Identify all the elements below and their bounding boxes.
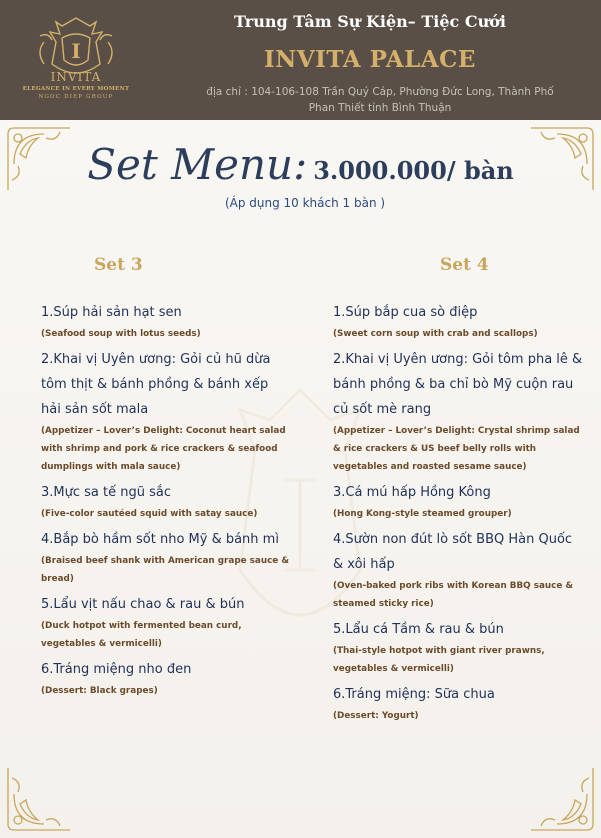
address-line-2: Phan Thiết tỉnh Bình Thuận (308, 102, 452, 114)
dish-translation: (Sweet corn soup with crab and scallops) (333, 329, 538, 339)
dish-translation: (Hong Kong-style steamed grouper) (333, 509, 512, 519)
dish-name: 6.Tráng miệng nho đen (41, 662, 192, 677)
address-line-1: địa chỉ : 104-106-108 Trần Quý Cáp, Phường Đức Long, Thành Phố (206, 86, 554, 98)
header-banner (0, 0, 601, 120)
dish-name: 2.Khai vị Uyên ương: Gỏi củ hũ dừa tôm thịt & bánh phồng & bánh xếp hải sản sốt mala (41, 352, 271, 417)
dish-translation: (Duck hotpot with fermented bean curd, vegetables & vermicelli) (41, 621, 242, 649)
set-menu-script: Set Menu: (87, 140, 308, 189)
header-subtitle: Trung Tâm Sự Kiện– Tiệc Cưới (234, 12, 506, 31)
dish-name: 2.Khai vị Uyên ương: Gỏi tôm pha lê & bánh phồng & ba chỉ bò Mỹ cuộn rau củ sốt mè rang (333, 352, 583, 417)
corner-ornament-bottom-right-icon (527, 764, 597, 834)
dish-name: 1.Súp bắp cua sò điệp (333, 305, 478, 320)
dish-translation: (Seafood soup with lotus seeds) (41, 329, 201, 339)
venue-title: INVITA PALACE (264, 46, 476, 73)
dish-translation: (Thai-style hotpot with giant river prawns, vegetables & vermicelli) (333, 646, 545, 674)
logo-group: NGOC DIEP GROUP (38, 94, 114, 100)
menu-price: 3.000.000/ bàn (313, 156, 514, 185)
dish-name: 3.Mực sa tế ngũ sắc (41, 485, 171, 500)
dish-translation: (Appetizer – Lover’s Delight: Crystal shrimp salad & rice crackers & US beef belly rolls with vegetables and roasted sesame sauce) (333, 426, 580, 472)
dish-name: 4.Bắp bò hầm sốt nho Mỹ & bánh mì (41, 532, 279, 547)
logo-tagline: ELEGANCE IN EVERY MOMENT (22, 86, 130, 92)
venue-address (180, 84, 580, 116)
svg-text:I: I (71, 39, 81, 63)
dish-translation: (Dessert: Black grapes) (41, 686, 158, 696)
set-4-column (333, 300, 583, 729)
set-3-column (41, 300, 291, 704)
set-heading-right: Set 4 (440, 255, 489, 275)
dish-translation: (Appetizer – Lover’s Delight: Coconut heart salad with shrimp and pork & rice crackers & seafood dumplings with mala sauce) (41, 426, 286, 472)
set-heading-left: Set 3 (94, 255, 143, 275)
logo-name: INVITA (50, 70, 102, 84)
dish-name: 5.Lẩu cá Tầm & rau & bún (333, 622, 504, 637)
dish-name: 1.Súp hải sản hạt sen (41, 305, 182, 320)
dish-name: 6.Tráng miệng: Sữa chua (333, 687, 495, 702)
menu-note: (Áp dụng 10 khách 1 bàn ) (224, 196, 386, 210)
corner-ornament-bottom-left-icon (4, 764, 74, 834)
dish-name: 5.Lẩu vịt nấu chao & rau & bún (41, 597, 245, 612)
dish-translation: (Oven-baked pork ribs with Korean BBQ sauce & steamed sticky rice) (333, 581, 574, 609)
dish-translation: (Five-color sautéed squid with satay sauce) (41, 509, 258, 519)
logo-text-block (22, 70, 130, 100)
dish-name: 3.Cá mú hấp Hồng Kông (333, 485, 491, 500)
dish-translation: (Dessert: Yogurt) (333, 711, 419, 721)
menu-title (0, 140, 601, 189)
dish-name: 4.Sườn non đút lò sốt BBQ Hàn Quốc & xôi hấp (333, 532, 573, 572)
dish-translation: (Braised beef shank with American grape sauce & bread) (41, 556, 289, 584)
